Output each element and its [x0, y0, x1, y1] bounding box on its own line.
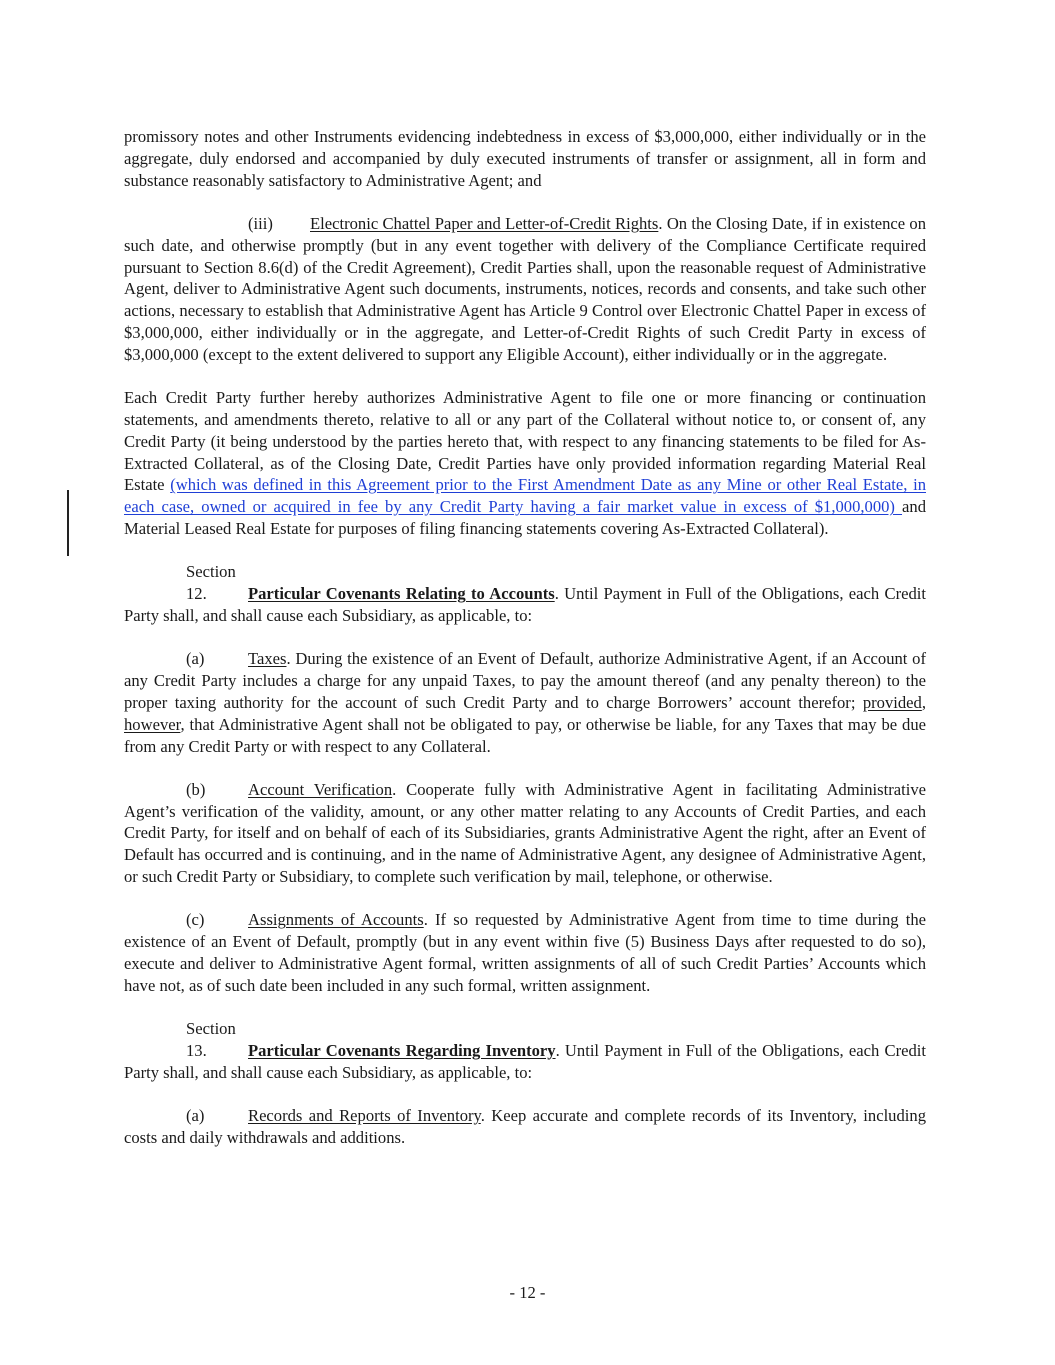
item-label: (b) [186, 779, 206, 799]
item-text: . Cooperate fully with Administrative Agent in facilitating Administrative Agent’s verification of the validity, amount, or any other matter relating to any Accounts of Credit Parties, and each Credit Party, for itself and on behalf of each of its Subsidiaries, grants Administrative Agent the right, after an Event of Default has occurred and is continuing, and in the name of Administrative Agent, any designee of Administrative Agent, or such Credit Party or Subsidiary, to complete such verification by mail, telephone, or otherwise. [124, 779, 926, 887]
paragraph-financing-statements [124, 387, 926, 540]
item-heading: Records and Reports of Inventory [248, 1106, 481, 1126]
item-text-2: , that Administrative Agent shall not be obligated to pay, or otherwise be liable, for any Taxes that may be due from any Credit Party or with respect to any Collateral. [124, 714, 926, 756]
item-text-1: . During the existence of an Event of Default, authorize Administrative Agent, if an Account of any Credit Party includes a charge for any unpaid Taxes, to pay the amount thereof (and any penalty thereon) to the proper taxing authority for the account of such Credit Party and to charge Borrowers’ account therefor; [124, 649, 926, 712]
section-label: Section 13. [186, 1019, 236, 1061]
item-heading: Account Verification [248, 779, 393, 799]
item-12c-assignments [124, 909, 926, 996]
item-label: (a) [186, 649, 205, 669]
document-body [124, 126, 926, 1170]
provided-term: provided [862, 692, 922, 712]
paragraph-text-after: and Material Leased Real Estate for purposes of filing financing statements covering As-Extracted Collateral). [124, 497, 926, 538]
clause-label: (iii) [248, 213, 273, 233]
item-text: . Keep accurate and complete records of its Inventory, including costs and daily withdrawals and additions. [124, 1106, 926, 1148]
item-12b-account-verification [124, 779, 926, 888]
item-label: (a) [186, 1106, 205, 1126]
item-heading: Taxes [248, 649, 287, 669]
section-13 [124, 1018, 926, 1083]
clause-heading: Electronic Chattel Paper and Letter-of-Credit Rights [310, 213, 659, 233]
section-heading: Particular Covenants Regarding Inventory [248, 1041, 556, 1061]
paragraph-promissory-notes: promissory notes and other Instruments evidencing indebtedness in excess of $3,000,000, either individually or in the aggregate, duly endorsed and accompanied by duly executed instruments of transfer or assignment, all in form and substance reasonably satisfactory to Administrative Agent; and [124, 127, 926, 190]
paragraph-text-before: Each Credit Party further hereby authorizes Administrative Agent to file one or more financing or continuation statements, and amendments thereto, relative to all or any part of the Collateral without notice to, or consent of, any Credit Party (it being understood by the parties hereto that, with respect to any financing statements to be filed for As-Extracted Collateral, as of the Closing Date, Credit Parties have only provided information regarding Material Real Estate [124, 388, 926, 495]
section-12 [124, 561, 926, 626]
page-number: - 12 - [509, 1283, 546, 1302]
section-text: . Until Payment in Full of the Obligations, each Credit Party shall, and shall cause each Subsidiary, as applicable, to: [124, 584, 926, 625]
section-text: . Until Payment in Full of the Obligations, each Credit Party shall, and shall cause each Subsidiary, as applicable, to: [124, 1041, 927, 1082]
inserted-text: (which was defined in this Agreement prior to the First Amendment Date as any Mine or other Real Estate, in each case, owned or acquired in fee by any Credit Party having a fair market value in excess of $1,000,000) [124, 475, 926, 517]
change-bar [67, 490, 69, 556]
item-12a-taxes [124, 648, 926, 757]
section-heading: Particular Covenants Relating to Accounts [248, 584, 555, 604]
item-13a-inventory-records [124, 1105, 926, 1149]
item-text: . If so requested by Administrative Agent from time to time during the existence of an Event of Default, promptly (but in any event within five (5) Business Days after requested to do so), execute and deliver to Administrative Agent formal, written assignments of all of such Credit Parties’ Accounts which have not, as of such date been included in any such formal, written assignment. [124, 910, 926, 995]
item-heading: Assignments of Accounts [248, 910, 424, 930]
paragraph-electronic-chattel-paper [124, 213, 926, 366]
clause-text: . On the Closing Date, if in existence on such date, and otherwise promptly (but in any event together with delivery of the Compliance Certificate required pursuant to Section 8.6(d) of the Credit Agreement), Credit Parties shall, upon the reasonable request of Administrative Agent, deliver to Administrative Agent such documents, instruments, notices, records and consents, and take such other actions, necessary to establish that Administrative Agent has Article 9 Control over Electronic Chattel Paper in excess of $3,000,000, either individually or in the aggregate, and Letter-of-Credit Rights of such Credit Party in excess of $3,000,000 (except to the extent delivered to support any Eligible Account), either individually or in the aggregate. [124, 213, 926, 364]
item-label: (c) [186, 910, 205, 930]
section-label: Section 12. [186, 562, 236, 604]
comma-text: , [921, 692, 926, 712]
however-term: however [124, 714, 181, 734]
